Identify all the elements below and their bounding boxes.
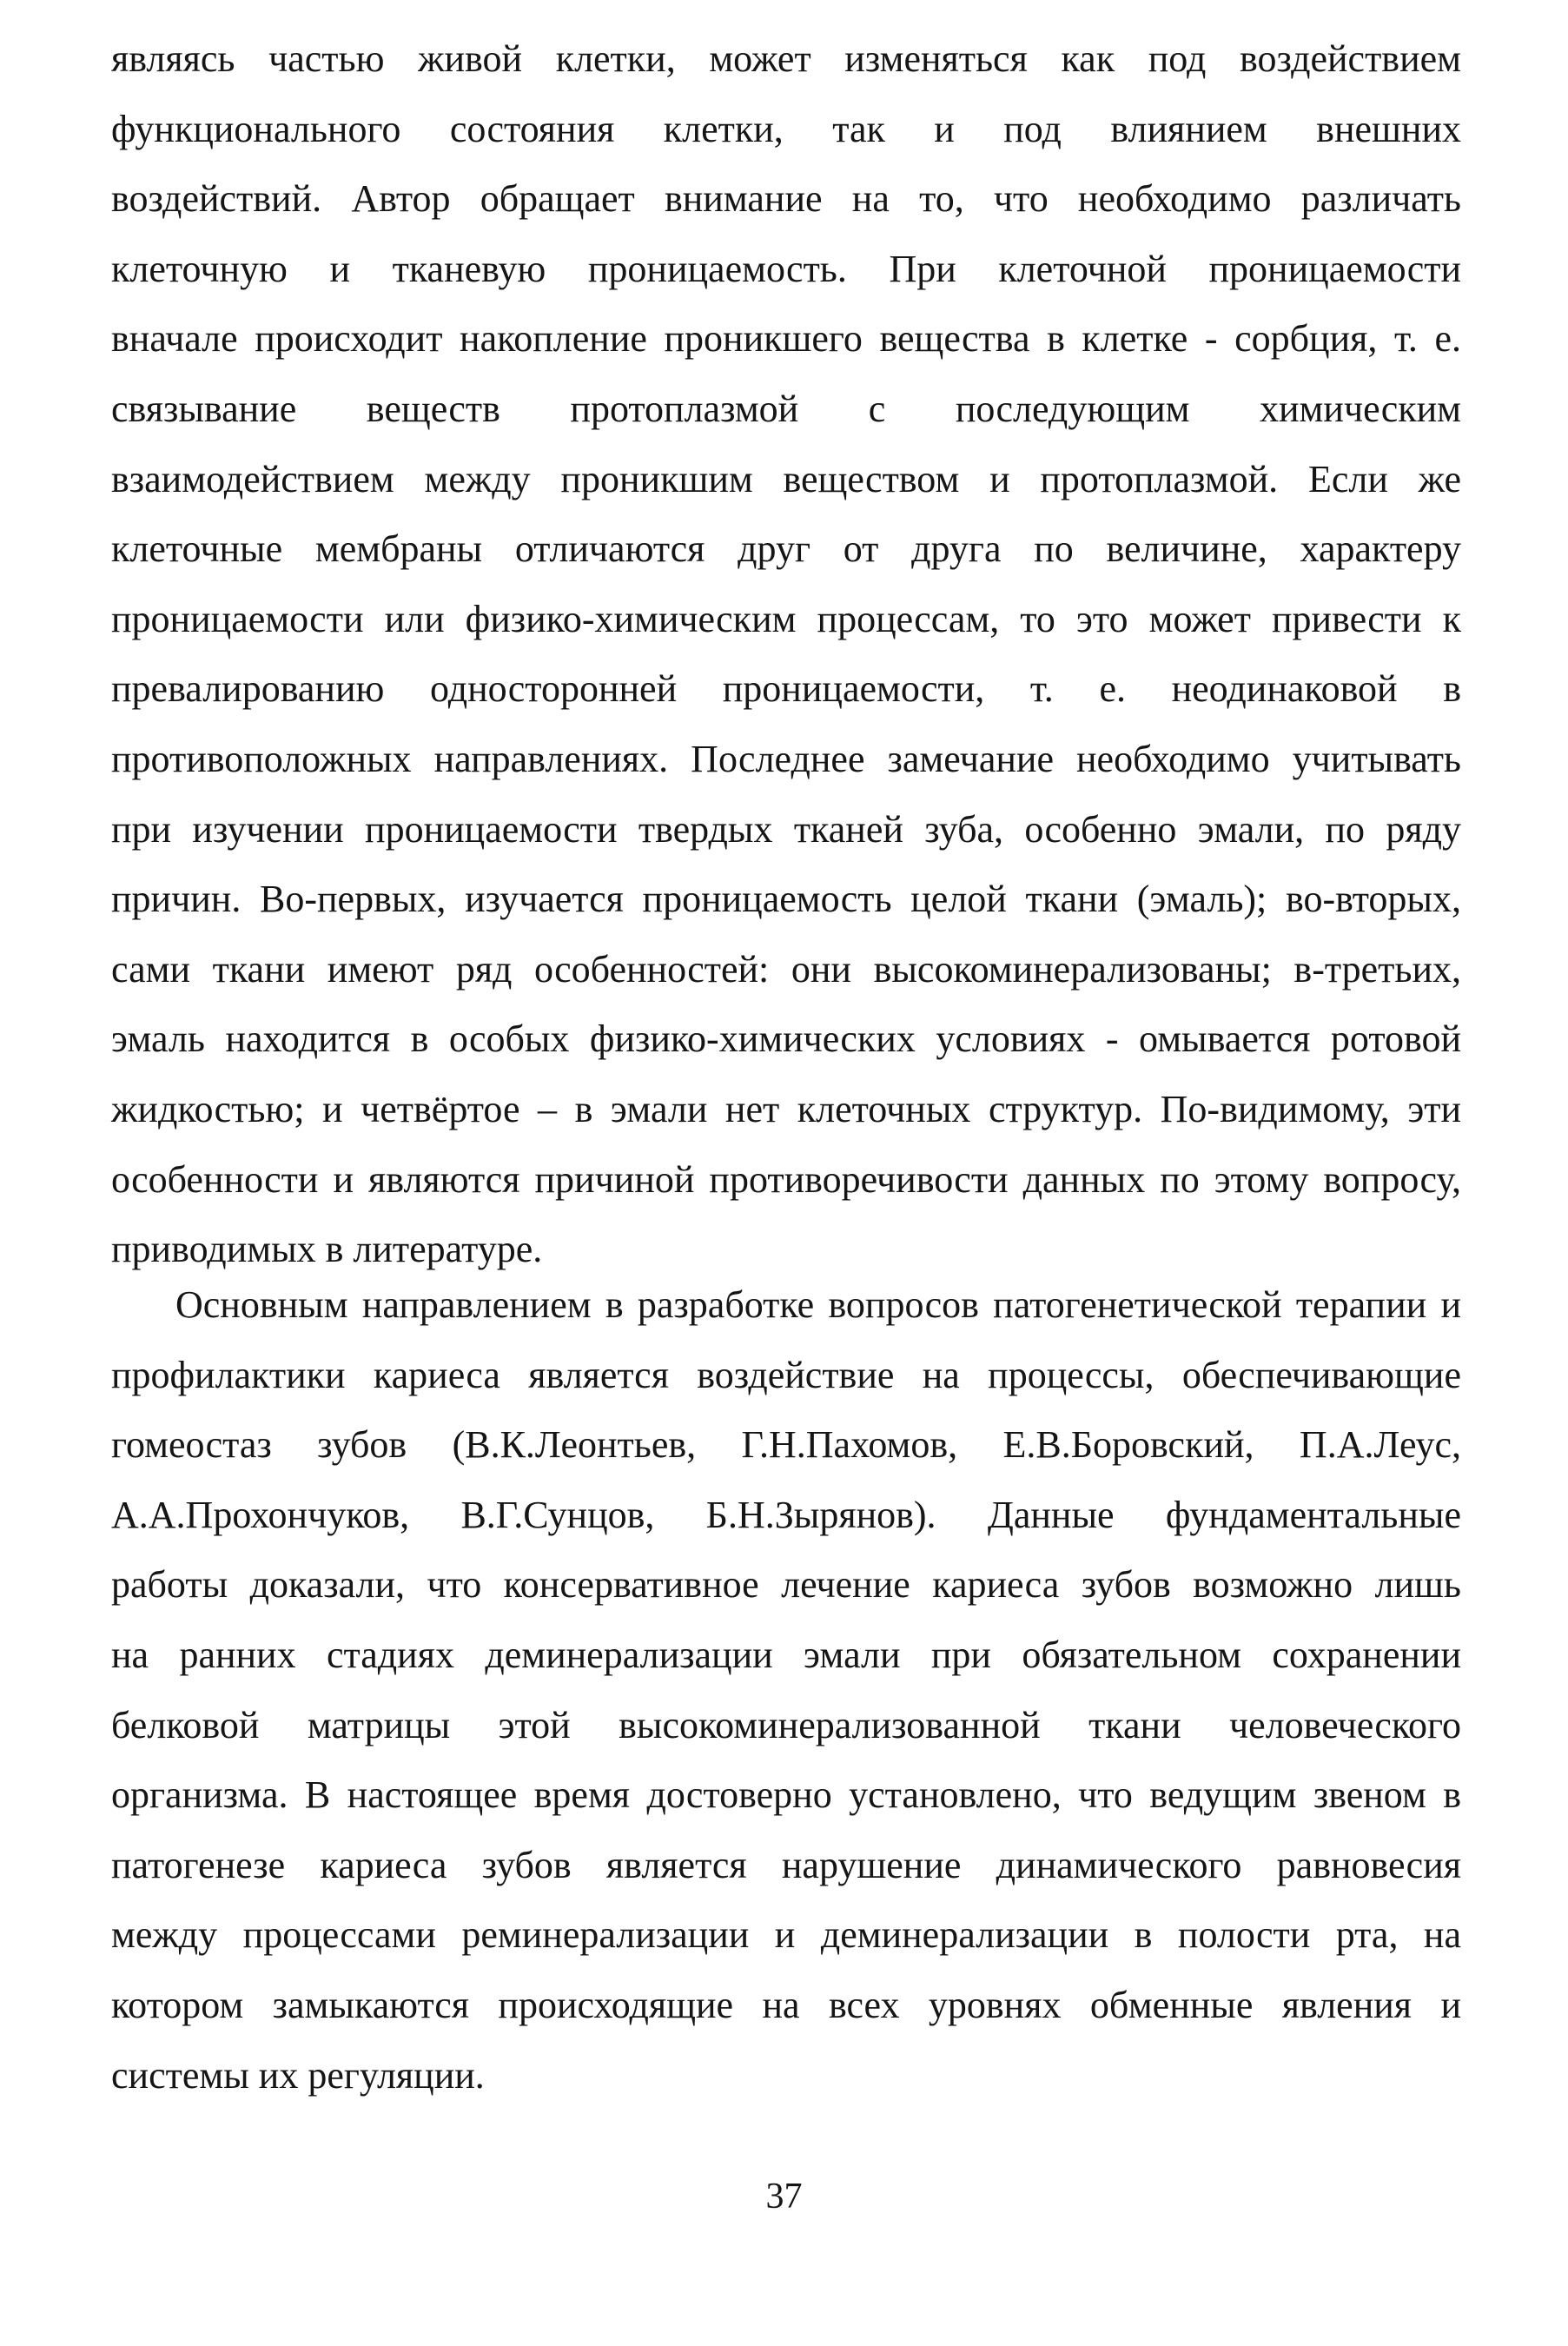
- text-line: являясь частью живой клетки, может изменяться как под воздействием: [111, 37, 1461, 80]
- text-line: вначале происходит накопление проникшего вещества в клетке - сорбция, т. е.: [111, 317, 1461, 361]
- text-line: Основным направлением в разработке вопросов патогенетической терапии и: [175, 1283, 1461, 1326]
- text-line: воздействий. Автор обращает внимание на то, что необходимо различать: [111, 177, 1461, 221]
- text-line: клеточные мембраны отличаются друг от друга по величине, характеру: [111, 527, 1461, 571]
- text-line: клеточную и тканевую проницаемость. При клеточной проницаемости: [111, 247, 1461, 290]
- text-line: функционального состояния клетки, так и под влиянием внешних: [111, 107, 1461, 150]
- text-line: белковой матрицы этой высокоминерализованной ткани человеческого: [111, 1703, 1461, 1746]
- text-line: сами ткани имеют ряд особенностей: они высокоминерализованы; в-третьих,: [111, 947, 1461, 991]
- text-line: особенности и являются причиной противоречивости данных по этому вопросу,: [111, 1157, 1461, 1201]
- text-line: противоположных направлениях. Последнее замечание необходимо учитывать: [111, 737, 1461, 780]
- text-line: системы их регуляции.: [111, 2053, 485, 2097]
- text-line: при изучении проницаемости твердых тканей зуба, особенно эмали, по ряду: [111, 807, 1461, 851]
- paragraph-1: [111, 24, 1461, 1285]
- text-line: гомеостаз зубов (В.К.Леонтьев, Г.Н.Пахомов, Е.В.Боровский, П.А.Леус,: [111, 1423, 1461, 1467]
- text-line: А.А.Прохончуков, В.Г.Сунцов, Б.Н.Зырянов). Данные фундаментальные: [111, 1493, 1461, 1536]
- page-number: 37: [765, 2177, 803, 2217]
- text-line: причин. Во-первых, изучается проницаемость целой ткани (эмаль); во-вторых,: [111, 878, 1461, 921]
- text-line: жидкостью; и четвёртое – в эмали нет клеточных структур. По-видимому, эти: [111, 1087, 1461, 1130]
- text-line: взаимодействием между проникшим веществом и протоплазмой. Если же: [111, 457, 1461, 500]
- text-line: приводимых в литературе.: [111, 1228, 543, 1271]
- text-line: между процессами реминерализации и деминерализации в полости рта, на: [111, 1913, 1461, 1957]
- paragraph-2: [111, 1270, 1461, 2111]
- text-line: организма. В настоящее время достоверно установлено, что ведущим звеном в: [111, 1773, 1461, 1817]
- text-line: профилактики кариеса является воздействие на процессы, обеспечивающие: [111, 1353, 1461, 1396]
- text-line: работы доказали, что консервативное лечение кариеса зубов возможно лишь: [111, 1563, 1461, 1607]
- text-line: превалированию односторонней проницаемости, т. е. неодинаковой в: [111, 667, 1461, 711]
- text-line: патогенезе кариеса зубов является нарушение динамического равновесия: [111, 1843, 1461, 1886]
- text-line: эмаль находится в особых физико-химических условиях - омывается ротовой: [111, 1017, 1461, 1061]
- text-line: связывание веществ протоплазмой с последующим химическим: [111, 387, 1461, 430]
- text-line: котором замыкаются происходящие на всех уровнях обменные явления и: [111, 1983, 1461, 2026]
- text-line: на ранних стадиях деминерализации эмали при обязательном сохранении: [111, 1633, 1461, 1676]
- text-line: проницаемости или физико-химическим процессам, то это может привести к: [111, 597, 1461, 640]
